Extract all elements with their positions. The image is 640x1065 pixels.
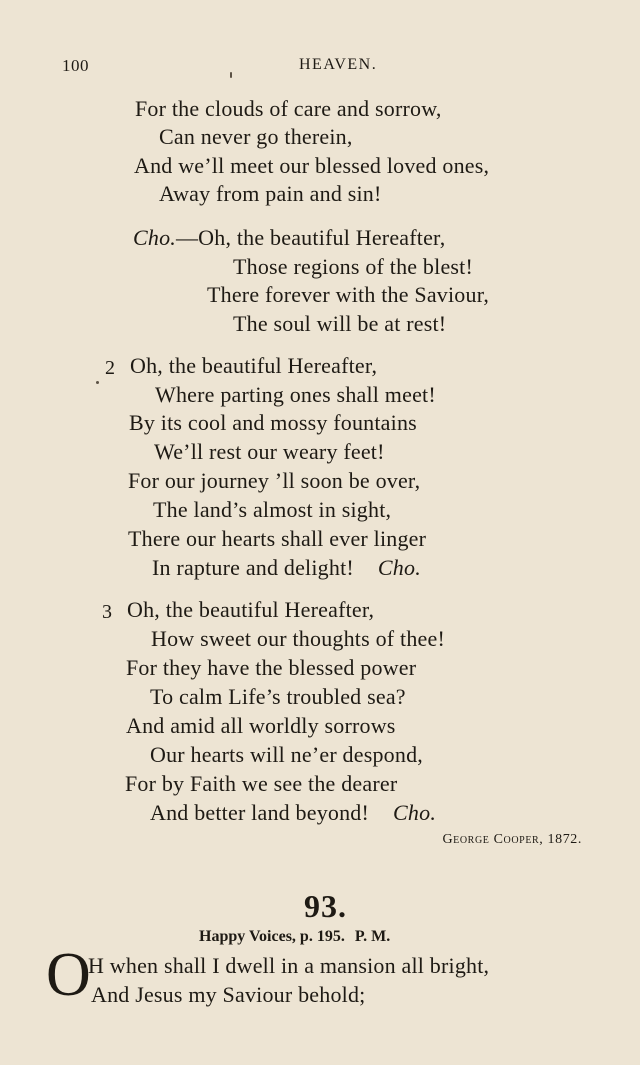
chorus-line: There forever with the Saviour, (207, 282, 490, 307)
page-number: 100 (62, 56, 89, 75)
print-speck (230, 72, 232, 78)
meter: P. M. (354, 928, 391, 945)
chorus-label: Cho. (133, 225, 176, 250)
chorus-line: Those regions of the blest! (233, 254, 474, 279)
verse-line: And better land beyond! (150, 800, 370, 825)
author-attribution: George Cooper, 1872. (442, 832, 582, 847)
verse-line: How sweet our thoughts of thee! (151, 626, 445, 651)
drop-cap: O (46, 941, 91, 1009)
verse-line: For our journey ’ll soon be over, (128, 468, 421, 493)
verse-line: By its cool and mossy fountains (129, 410, 417, 435)
verse-line: Oh, the beautiful Hereafter, (130, 353, 378, 378)
verse-line: Away from pain and sin! (159, 181, 382, 206)
verse-line: Our hearts will ne’er despond, (150, 742, 423, 767)
verse-line: There our hearts shall ever linger (128, 526, 427, 551)
verse-line: To calm Life’s troubled sea? (150, 684, 406, 709)
verse-line: And we’ll meet our blessed loved ones, (134, 153, 490, 178)
hymn-number: 93. (304, 888, 347, 924)
chorus-cue: Cho. (393, 800, 437, 825)
chorus-cue: Cho. (377, 555, 421, 580)
verse-line: Can never go therein, (159, 124, 353, 149)
verse-line-with-cue (152, 555, 421, 581)
verse-line: And Jesus my Saviour behold; (91, 982, 366, 1007)
verse-line: The land’s almost in sight, (153, 497, 392, 522)
stanza-number: 3 (102, 601, 112, 623)
tune-source: Happy Voices, p. 195. (199, 928, 345, 945)
tune-reference (199, 928, 390, 946)
verse-line: H when shall I dwell in a mansion all bright, (88, 953, 490, 978)
chorus-first-line (133, 225, 445, 251)
running-head: HEAVEN. (299, 56, 378, 73)
verse-line: Where parting ones shall meet! (155, 382, 436, 407)
verse-line-with-cue (150, 800, 436, 826)
stanza-number: 2 (105, 357, 115, 379)
verse-line: For the clouds of care and sorrow, (135, 96, 442, 121)
verse-line: In rapture and delight! (152, 555, 354, 580)
verse-line: And amid all worldly sorrows (126, 713, 396, 738)
print-speck (96, 381, 99, 384)
verse-line: For they have the blessed power (126, 655, 417, 680)
chorus-line: —Oh, the beautiful Hereafter, (175, 225, 446, 250)
verse-line: For by Faith we see the dearer (125, 771, 398, 796)
verse-line: Oh, the beautiful Hereafter, (127, 597, 375, 622)
chorus-line: The soul will be at rest! (233, 311, 447, 336)
verse-line: We’ll rest our weary feet! (154, 439, 385, 464)
